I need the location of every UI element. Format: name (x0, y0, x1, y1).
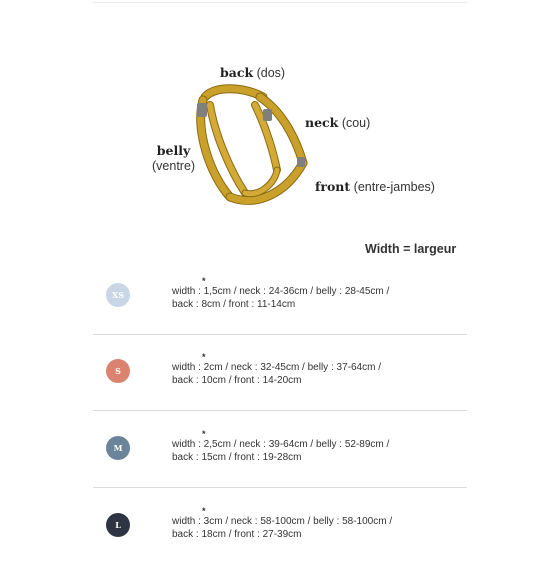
label-belly: belly (ventre) (152, 143, 196, 173)
harness-illustration (185, 75, 335, 210)
size-row-xs (93, 256, 467, 332)
size-dimensions (172, 438, 462, 464)
size-row-s (93, 335, 467, 411)
dims-line-1: width : 2,5cm / neck : 39-64cm / belly : 52-89cm / (172, 439, 390, 450)
dims-line-2: back : 18cm / front : 27-39cm (172, 529, 302, 540)
footnote-star: * (202, 506, 206, 516)
label-front: front (entre-jambes) (315, 179, 435, 194)
size-dimensions (172, 515, 462, 541)
footnote-star: * (202, 429, 206, 439)
width-note: Width = largeur (365, 242, 457, 256)
dims-line-1: width : 3cm / neck : 58-100cm / belly : 58-100cm / (172, 516, 393, 527)
size-row-m (93, 411, 467, 487)
label-neck: neck (cou) (305, 115, 371, 130)
footnote-star: * (202, 352, 206, 362)
dims-line-2: back : 10cm / front : 14-20cm (172, 375, 302, 386)
dims-line-2: back : 15cm / front : 19-28cm (172, 452, 302, 463)
size-row-l (93, 488, 467, 564)
dims-line-1: width : 1,5cm / neck : 24-36cm / belly : 28-45cm / (172, 286, 390, 297)
size-badge-m: M (106, 436, 130, 460)
harness-diagram (140, 55, 480, 215)
buckle-front (297, 157, 305, 167)
size-dimensions (172, 361, 462, 387)
size-dimensions (172, 285, 462, 311)
footnote-star: * (202, 276, 206, 286)
top-divider (93, 2, 467, 3)
label-back: back (dos) (220, 65, 286, 80)
buckle-left (197, 103, 207, 117)
size-badge-s: S (106, 359, 130, 383)
size-badge-xs: XS (106, 283, 130, 307)
buckle-neck (263, 109, 272, 121)
dims-line-2: back : 8cm / front : 11-14cm (172, 299, 296, 310)
dims-line-1: width : 2cm / neck : 32-45cm / belly : 37-64cm / (172, 362, 381, 373)
size-badge-l: L (106, 513, 130, 537)
